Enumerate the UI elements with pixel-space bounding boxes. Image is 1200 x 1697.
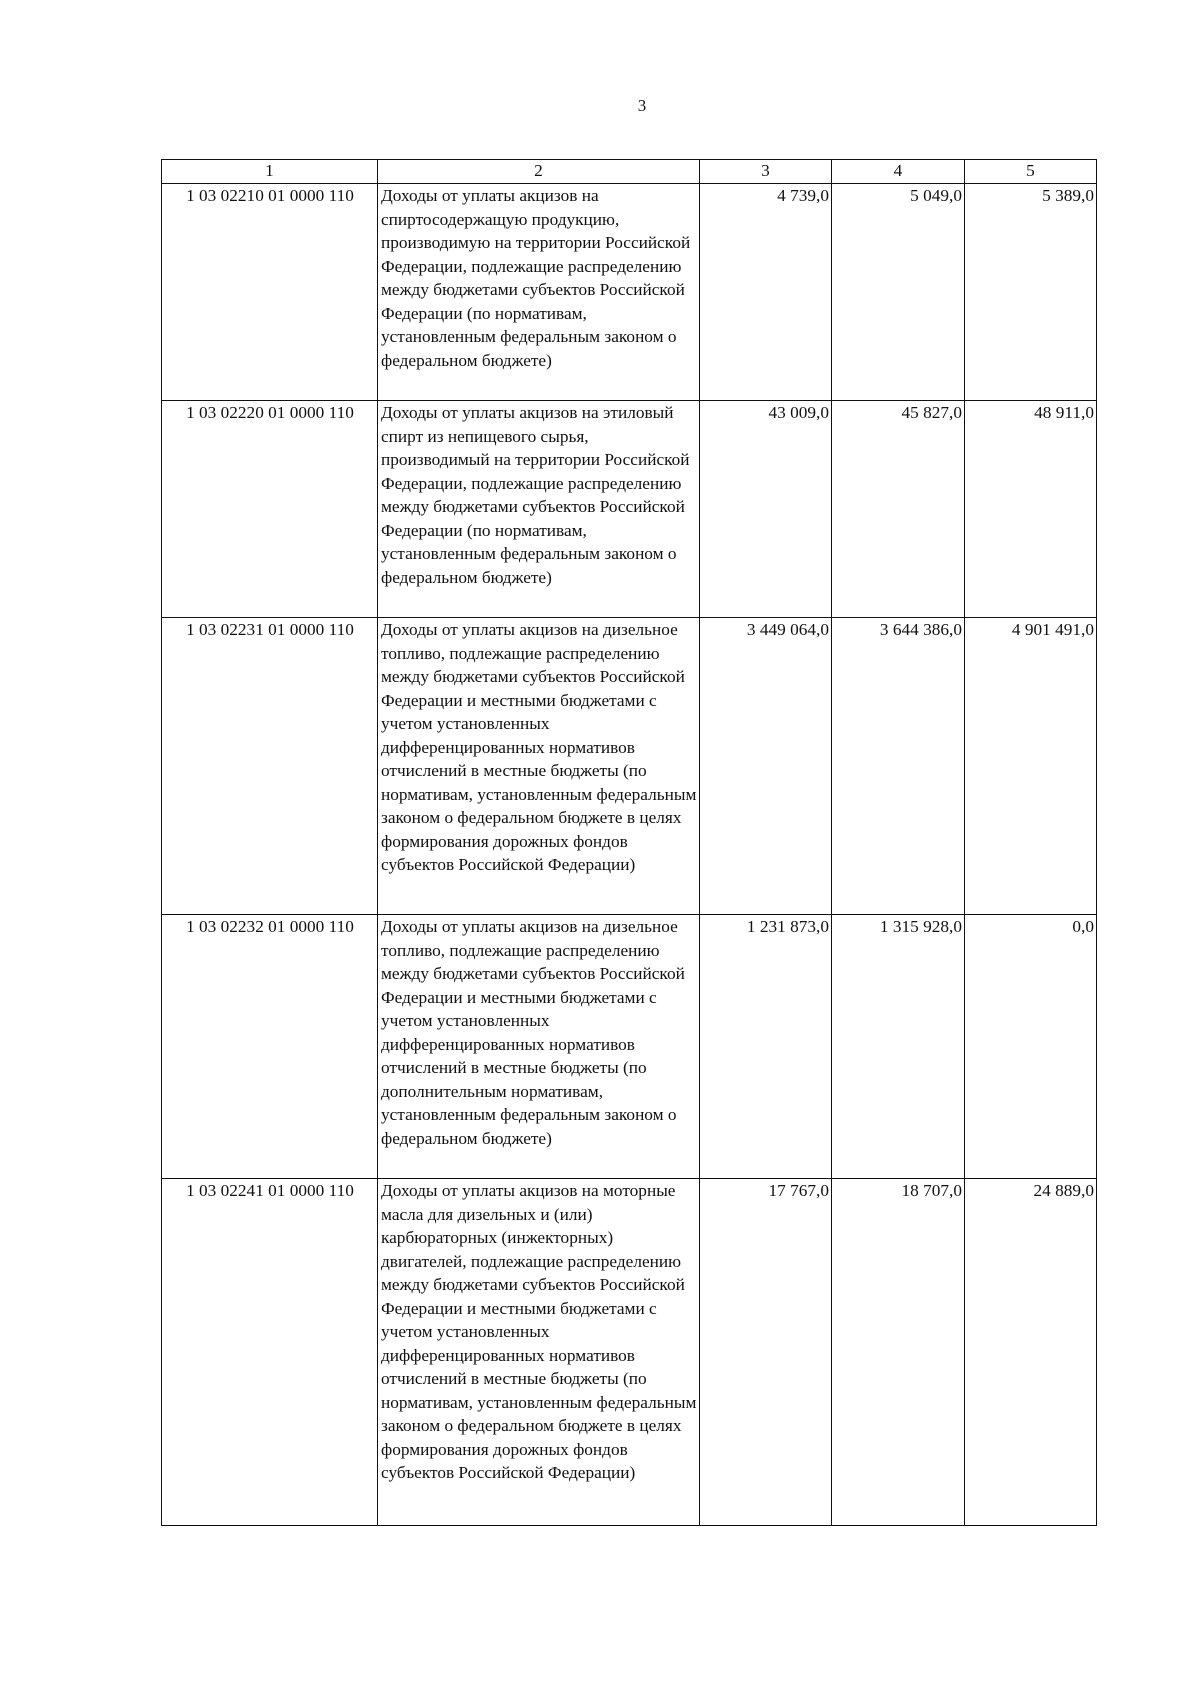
revenue-description: Доходы от уплаты акцизов на моторные масла для дизельных и (или) карбюраторных (инжекторных) двигателей, подлежащие распределению между бюджетами субъектов Российской Федерации и местными бюджетами с учетом установленных дифференцированных нормативов отчислений в местные бюджеты (по нормативам, установленным федеральным законом о федеральном бюджете в целях формирования дорожных фондов субъектов Российской Федерации) xyxy=(378,1179,700,1526)
column-header: 2 xyxy=(378,160,700,184)
table-row xyxy=(162,1179,1097,1526)
amount-col4: 5 049,0 xyxy=(832,184,965,401)
column-header: 4 xyxy=(832,160,965,184)
amount-col3: 43 009,0 xyxy=(700,401,832,618)
table-row xyxy=(162,915,1097,1179)
revenue-code: 1 03 02220 01 0000 110 xyxy=(162,401,378,618)
amount-col5: 4 901 491,0 xyxy=(965,618,1097,915)
table-row xyxy=(162,618,1097,915)
amount-col4: 3 644 386,0 xyxy=(832,618,965,915)
column-header: 3 xyxy=(700,160,832,184)
amount-col5: 48 911,0 xyxy=(965,401,1097,618)
revenue-code: 1 03 02241 01 0000 110 xyxy=(162,1179,378,1526)
amount-col3: 1 231 873,0 xyxy=(700,915,832,1179)
revenue-description: Доходы от уплаты акцизов на этиловый спирт из непищевого сырья, производимый на территории Российской Федерации, подлежащие распределению между бюджетами субъектов Российской Федерации (по нормативам, установленным федеральным законом о федеральном бюджете) xyxy=(378,401,700,618)
revenue-code: 1 03 02232 01 0000 110 xyxy=(162,915,378,1179)
page-number: 3 xyxy=(637,96,647,115)
table-header-row xyxy=(162,160,1097,184)
column-header: 1 xyxy=(162,160,378,184)
amount-col3: 4 739,0 xyxy=(700,184,832,401)
revenue-code: 1 03 02231 01 0000 110 xyxy=(162,618,378,915)
amount-col3: 3 449 064,0 xyxy=(700,618,832,915)
amount-col5: 24 889,0 xyxy=(965,1179,1097,1526)
revenue-description: Доходы от уплаты акцизов на дизельное топливо, подлежащие распределению между бюджетами субъектов Российской Федерации и местными бюджетами с учетом установленных дифференцированных нормативов отчислений в местные бюджеты (по дополнительным нормативам, установленным федеральным законом о федеральном бюджете) xyxy=(378,915,700,1179)
revenue-code: 1 03 02210 01 0000 110 xyxy=(162,184,378,401)
amount-col4: 18 707,0 xyxy=(832,1179,965,1526)
amount-col4: 45 827,0 xyxy=(832,401,965,618)
revenue-description: Доходы от уплаты акцизов на спиртосодержащую продукцию, производимую на территории Российской Федерации, подлежащие распределению между бюджетами субъектов Российской Федерации (по нормативам, установленным федеральным законом о федеральном бюджете) xyxy=(378,184,700,401)
table-row xyxy=(162,184,1097,401)
column-header: 5 xyxy=(965,160,1097,184)
amount-col3: 17 767,0 xyxy=(700,1179,832,1526)
amount-col5: 0,0 xyxy=(965,915,1097,1179)
amount-col4: 1 315 928,0 xyxy=(832,915,965,1179)
table-row xyxy=(162,401,1097,618)
revenue-table xyxy=(161,159,1097,1526)
revenue-description: Доходы от уплаты акцизов на дизельное топливо, подлежащие распределению между бюджетами субъектов Российской Федерации и местными бюджетами с учетом установленных дифференцированных нормативов отчислений в местные бюджеты (по нормативам, установленным федеральным законом о федеральном бюджете в целях формирования дорожных фондов субъектов Российской Федерации) xyxy=(378,618,700,915)
amount-col5: 5 389,0 xyxy=(965,184,1097,401)
